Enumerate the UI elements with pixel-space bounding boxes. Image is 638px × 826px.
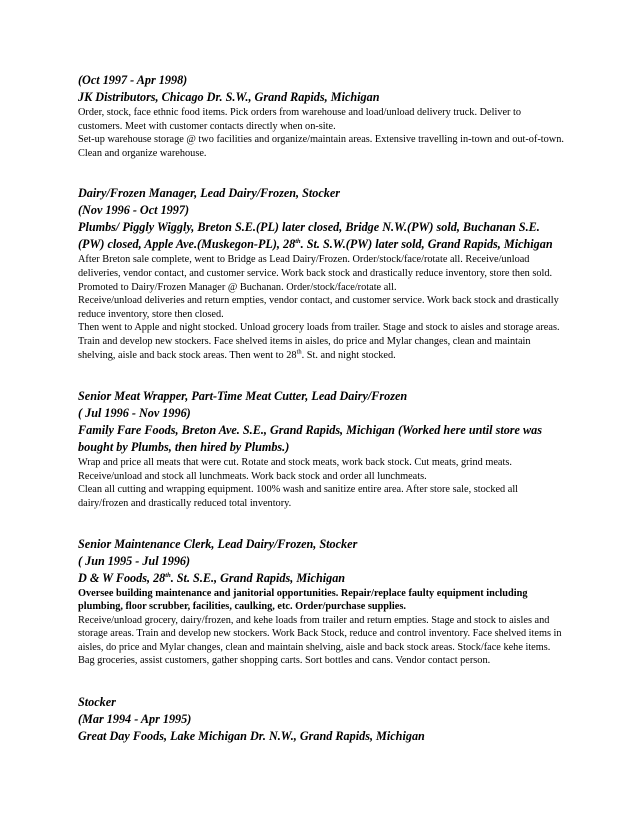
job-description: Set-up warehouse storage @ two facilities and organize/maintain areas. Extensive travelling in-town and out-of-town. Clean and organize warehouse.	[78, 134, 564, 159]
job-employer: D & W Foods, 28th. St. S.E., Grand Rapids, Michigan	[78, 570, 346, 585]
job-description: Receive/unload grocery, dairy/frozen, and kehe loads from trailer and return empties. Stage and stock to aisles and storage areas. Train and develop new stockers. Work Back Stock, reduce and control inventory. Face shelved items in aisles, do price and Mylar changes, clean and maintain shelving, aisle and back stock areas. Stock/face kehe items.	[78, 614, 562, 653]
job-d-and-w-foods	[78, 536, 564, 669]
job-employer: Family Fare Foods, Breton Ave. S.E., Grand Rapids, Michigan (Worked here until store was bought by Plumbs, then hired by Plumbs.)	[78, 423, 542, 455]
job-description: Bag groceries, assist customers, gather shopping carts. Sort bottles and cans. Vendor contact person.	[78, 655, 491, 667]
job-employer: Plumbs/ Piggly Wiggly, Breton S.E.(PL) later closed, Bridge N.W.(PW) sold, Buchanan S.E.(PW) closed, Apple Ave.(Muskegon-PL), 28th. St. S.W.(PW) later sold, Grand Rapids, Michigan	[78, 220, 553, 252]
job-description: Wrap and price all meats that were cut. Rotate and stock meats, work back stock. Cut meats, grind meats.	[78, 457, 512, 469]
job-title: Stocker	[78, 695, 116, 710]
job-jk-distributors	[78, 72, 564, 160]
job-dates: ( Jul 1996 - Nov 1996)	[78, 406, 191, 421]
job-title: Senior Maintenance Clerk, Lead Dairy/Frozen, Stocker	[78, 536, 358, 551]
job-plumbs-piggly-wiggly	[78, 185, 564, 362]
job-description: Promoted to Dairy/Frozen Manager @ Buchanan. Order/stock/face/rotate all.	[78, 281, 397, 293]
job-family-fare-foods	[78, 388, 564, 510]
resume-page	[78, 72, 564, 745]
job-description: Clean all cutting and wrapping equipment. 100% wash and sanitize entire area. After store sale, stocked all dairy/frozen and drastically reduced total inventory.	[78, 484, 519, 509]
job-description: Receive/unload deliveries and return empties, vendor contact, and customer service. Work back stock and drastically reduce inventory, store then closed.	[78, 295, 559, 320]
job-description: Receive/unload and stock all lunchmeats. Work back stock and order all lunchmeats.	[78, 470, 427, 482]
job-dates: (Mar 1994 - Apr 1995)	[78, 712, 192, 727]
job-title: Dairy/Frozen Manager, Lead Dairy/Frozen, Stocker	[78, 186, 341, 201]
job-great-day-foods	[78, 694, 564, 745]
job-highlight: Oversee building maintenance and janitorial opportunities. Repair/replace faulty equipment including plumbing, floor scrubber, facilities, caulking, etc. Order/purchase supplies.	[78, 587, 528, 613]
job-dates: (Nov 1996 - Oct 1997)	[78, 203, 190, 218]
job-description: Then went to Apple and night stocked. Unload grocery loads from trailer. Stage and stock to aisles and storage areas. Train and develop new stockers. Face shelved items in aisles, do price and Mylar changes, clean and maintain shelving, aisle and back stock areas. Then went to 28th. St. and night stocked.	[78, 322, 560, 361]
job-dates: (Oct 1997 - Apr 1998)	[78, 73, 188, 87]
job-employer: Great Day Foods, Lake Michigan Dr. N.W., Grand Rapids, Michigan	[78, 729, 425, 744]
job-description: Order, stock, face ethnic food items. Pick orders from warehouse and load/unload delivery truck. Deliver to customers. Meet with customer contacts directly when on-site.	[78, 107, 522, 132]
job-employer: JK Distributors, Chicago Dr. S.W., Grand Rapids, Michigan	[78, 90, 380, 104]
job-description: After Breton sale complete, went to Bridge as Lead Dairy/Frozen. Order/stock/face/rotate all. Receive/unload deliveries, vendor contact, and customer service. Work back stock and drastically reduce inventory, store then sold.	[78, 254, 553, 279]
job-dates: ( Jun 1995 - Jul 1996)	[78, 553, 191, 568]
job-title: Senior Meat Wrapper, Part-Time Meat Cutter, Lead Dairy/Frozen	[78, 389, 408, 404]
